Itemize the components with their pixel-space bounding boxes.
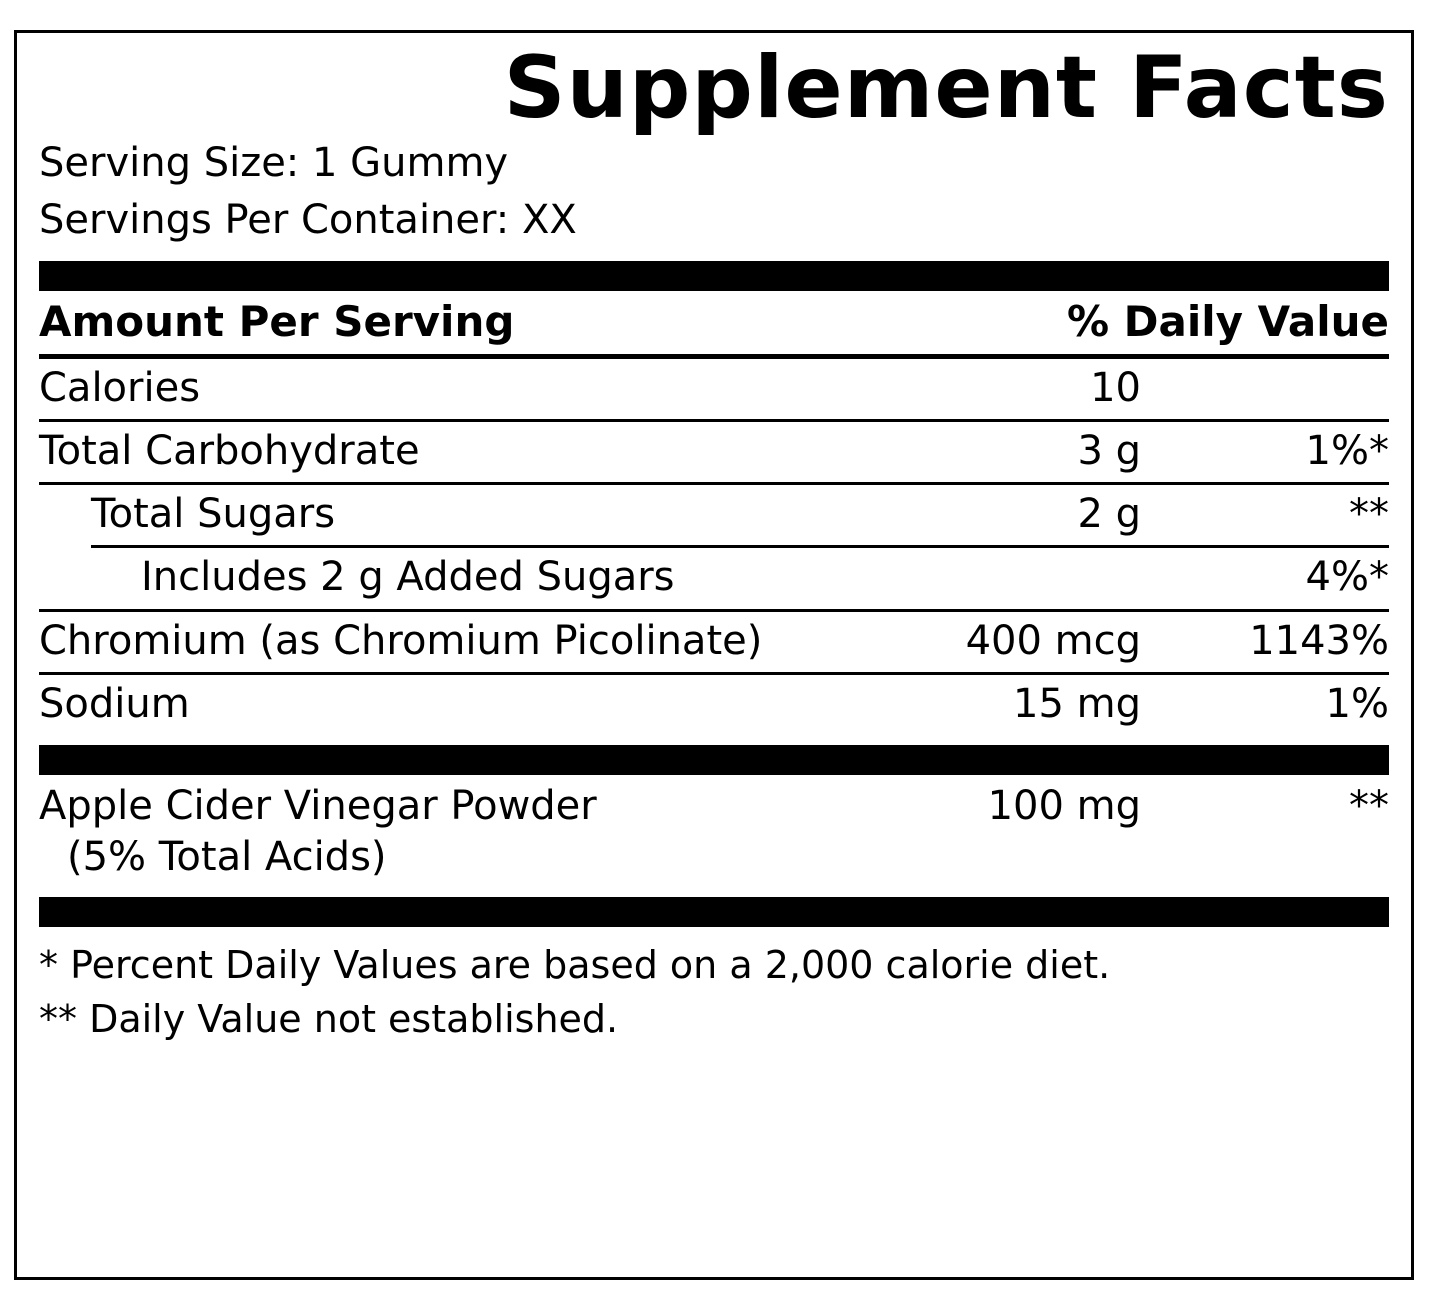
row-daily-value: 1143% [1249, 617, 1389, 664]
row-daily-value: 1%* [1305, 428, 1389, 475]
table-row-sodium [39, 675, 1389, 735]
table-row-total-sugars [39, 485, 1389, 545]
row-amount: 3 g [1077, 428, 1141, 475]
table-header-row [39, 291, 1389, 354]
row-label: Sodium [39, 680, 190, 727]
row-label: Calories [39, 364, 201, 411]
table-row-chromium [39, 612, 1389, 672]
row-amount: 100 mg [987, 783, 1141, 830]
row-daily-value: 1% [1325, 680, 1389, 727]
header-amount-per-serving: Amount Per Serving [39, 296, 515, 346]
divider-bar-middle [39, 745, 1389, 775]
row-amount: 2 g [1077, 491, 1141, 538]
row-label: Apple Cider Vinegar Powder [39, 783, 597, 830]
servings-per-container-text: Servings Per Container: XX [39, 197, 577, 244]
row-amount: 10 [1090, 364, 1141, 411]
divider-bar-top [39, 261, 1389, 291]
serving-size-text: Serving Size: 1 Gummy [39, 140, 509, 187]
row-label-secondary: (5% Total Acids) [67, 834, 387, 881]
table-row-apple-cider-vinegar-powder [39, 775, 1389, 887]
row-label: Includes 2 g Added Sugars [141, 554, 675, 601]
row-daily-value: 4%* [1305, 554, 1389, 601]
row-amount: 15 mg [1013, 680, 1141, 727]
table-row-added-sugars [39, 548, 1389, 608]
row-label: Total Sugars [91, 491, 336, 538]
table-row-calories [39, 359, 1389, 419]
row-amount: 400 mcg [965, 617, 1141, 664]
table-row-total-carbohydrate [39, 422, 1389, 482]
row-label: Chromium (as Chromium Picolinate) [39, 617, 763, 664]
row-daily-value: ** [1349, 491, 1389, 538]
row-label: Total Carbohydrate [39, 428, 420, 475]
divider-bar-bottom [39, 897, 1389, 927]
page-title: Supplement Facts [503, 38, 1389, 138]
footnotes [39, 927, 1389, 1047]
header-daily-value: % Daily Value [1066, 296, 1389, 346]
footnote-daily-value-basis: * Percent Daily Values are based on a 2,000 calorie diet. [39, 943, 1111, 988]
row-daily-value: ** [1349, 783, 1389, 830]
footnote-not-established: ** Daily Value not established. [39, 997, 619, 1042]
supplement-facts-panel [14, 30, 1414, 1280]
